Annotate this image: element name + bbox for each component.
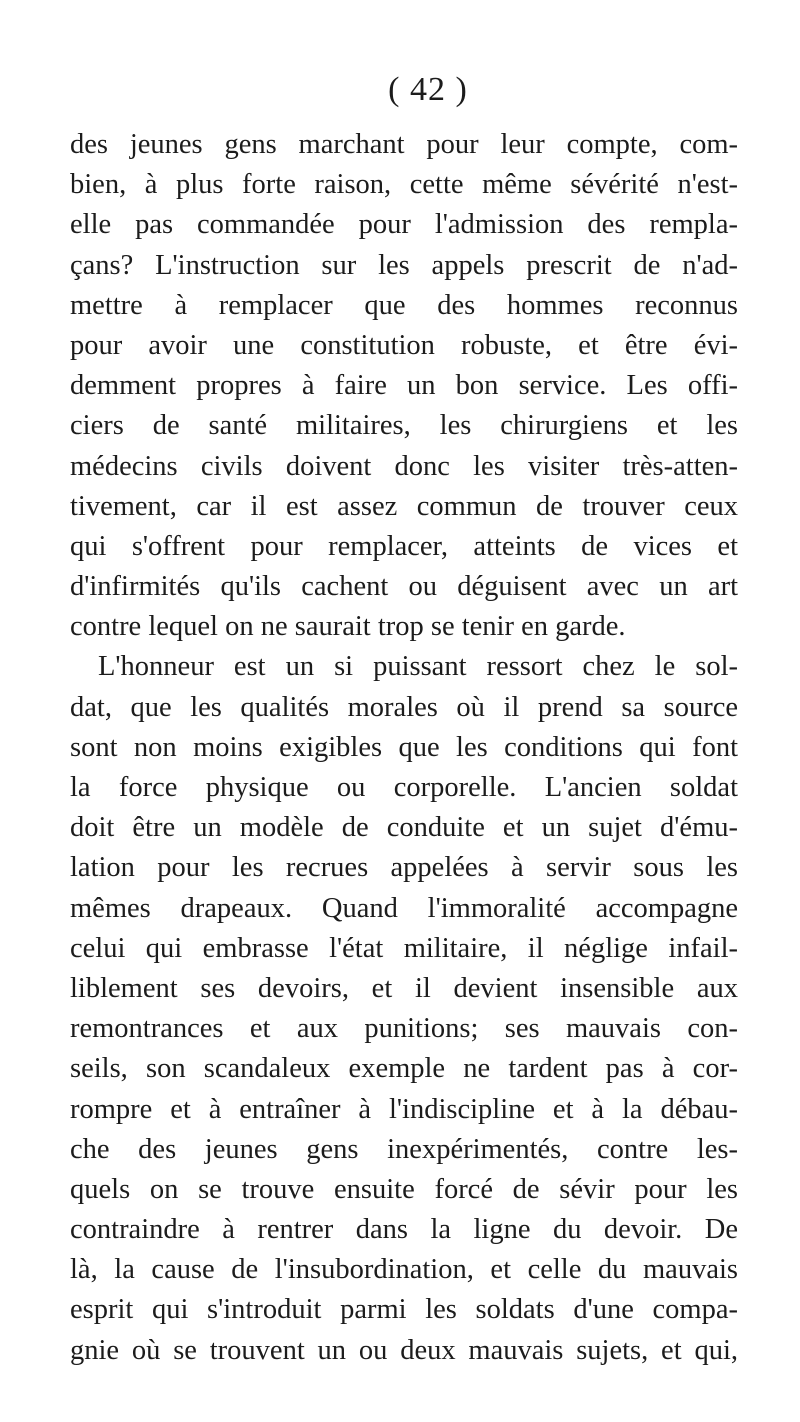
text-line: médecins civils doivent donc les visiter très-atten- xyxy=(70,450,738,482)
text-line: des jeunes gens marchant pour leur compte, com- xyxy=(70,129,738,160)
text-line: che des jeunes gens inexpérimentés, contre les- xyxy=(70,1133,738,1165)
text-line: remontrances et aux punitions; ses mauvais con- xyxy=(70,1013,738,1045)
text-line: sont non moins exigibles que les conditions qui font xyxy=(70,731,738,763)
text-line: çans? L'instruction sur les appels prescrit de n'ad- xyxy=(70,249,738,281)
text-line: gnie où se trouvent un ou deux mauvais sujets, et qui, xyxy=(70,1334,738,1366)
text-line: mettre à remplacer que des hommes reconnus xyxy=(70,289,738,321)
text-line: rompre et à entraîner à l'indiscipline et à la débau- xyxy=(70,1093,738,1125)
text-line: ciers de santé militaires, les chirurgiens et les xyxy=(70,410,738,442)
text-line: lation pour les recrues appelées à servir sous les xyxy=(70,852,738,884)
text-line: dat, que les qualités morales où il prend sa source xyxy=(70,691,738,723)
text-line: esprit qui s'introduit parmi les soldats d'une compa- xyxy=(70,1294,738,1326)
text-line: mêmes drapeaux. Quand l'immoralité accompagne xyxy=(70,892,738,924)
text-line: pour avoir une constitution robuste, et être évi- xyxy=(70,329,738,361)
text-line: elle pas commandée pour l'admission des rempla- xyxy=(70,209,738,241)
text-line: celui qui embrasse l'état militaire, il néglige infail- xyxy=(70,932,738,964)
text-line: bien, à plus forte raison, cette même sévérité n'est- xyxy=(70,169,738,201)
text-line: qui s'offrent pour remplacer, atteints de vices et xyxy=(70,530,738,562)
text-line: la force physique ou corporelle. L'ancien soldat xyxy=(70,772,738,803)
text-line: contraindre à rentrer dans la ligne du devoir. De xyxy=(70,1214,738,1246)
page-number: ( 42 ) xyxy=(388,71,468,108)
text-line: contre lequel on ne saurait trop se tenir en garde. xyxy=(70,611,626,643)
text-line: demment propres à faire un bon service. Les offi- xyxy=(70,370,738,402)
text-line: quels on se trouve ensuite forcé de sévir pour les xyxy=(70,1173,738,1205)
text-line: liblement ses devoirs, et il devient insensible aux xyxy=(70,972,738,1004)
text-line: là, la cause de l'insubordination, et celle du mauvais xyxy=(70,1254,738,1286)
body-text xyxy=(70,125,738,1371)
text-line: d'infirmités qu'ils cachent ou déguisent avec un art xyxy=(70,571,738,603)
text-line: tivement, car il est assez commun de trouver ceux xyxy=(70,490,738,522)
text-line: seils, son scandaleux exemple ne tardent pas à cor- xyxy=(70,1053,738,1085)
text-line: doit être un modèle de conduite et un sujet d'ému- xyxy=(70,812,738,844)
paragraph-start-line: L'honneur est un si puissant ressort chez le sol- xyxy=(98,651,738,683)
